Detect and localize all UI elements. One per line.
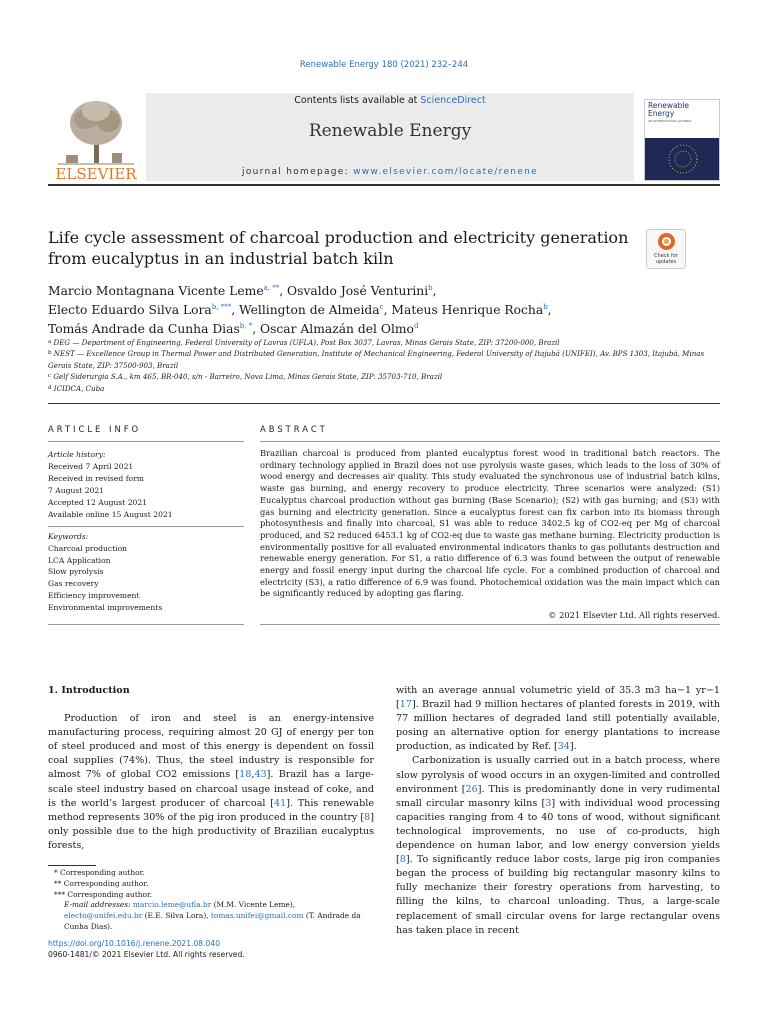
keyword: Slow pyrolysis	[48, 567, 104, 577]
history-item: Received in revised form	[48, 473, 144, 483]
info-rule	[48, 624, 244, 625]
affiliation: $^a$ DEG — Department of Engineering, Federal University of Lavras (UFLA), Post Box 3037, Lavras, Minas Gerais State, ZIP: 37200-000, Brazil	[48, 338, 560, 347]
author[interactable]: Mateus Henrique Rocha$^b$	[391, 303, 548, 317]
email-addresses: E-mail addresses: marcio.leme@ufla.br (M.M. Vicente Leme), electo@unifei.edu.br (E.E. Silva Lora), tomas.unifei@gmail.com (T. Andrade da Cunha Dias).	[64, 900, 361, 931]
paragraph	[48, 712, 374, 853]
history-item: Received 7 April 2021	[48, 461, 134, 471]
homepage-link[interactable]: www.elsevier.com/locate/renene	[353, 167, 538, 177]
journal-cover-thumbnail[interactable]	[644, 99, 720, 181]
citation-link[interactable]: 34	[557, 741, 570, 753]
citation-link[interactable]: 8	[399, 854, 406, 866]
check-for-updates-button[interactable]	[646, 229, 686, 269]
sciencedirect-link[interactable]: ScienceDirect	[420, 95, 486, 106]
section-heading: 1. Introduction	[48, 685, 130, 696]
affiliation: $^c$ Gelf Siderurgia S.A., km 465, BR-040, s/n - Barreiro, Nova Lima, Minas Gerais State, ZIP: 35703-710, Brazil	[48, 372, 443, 382]
homepage-prefix: journal homepage:	[242, 167, 354, 177]
info-rule	[48, 441, 244, 442]
elsevier-logo[interactable]	[48, 93, 144, 181]
text-run: ] with individual wood processing capacities ranging from 4 to 40 tons of wood, without significant technological improvements, no use of co-products, high dependence on human labor, and low energy conversion yields [	[396, 797, 720, 866]
text-run: Carbonization is usually carried out in a batch process, where slow pyrolysis of wood occurs in an oxygen-limited and controlled environment [	[396, 755, 720, 795]
paragraph	[396, 754, 720, 937]
abstract-text: Brazilian charcoal is produced from planted eucalyptus forest wood in traditional batch reactors. The ordinary technology applied in Brazil does not use pyrolysis waste gases, which leads to the loss of 30% of wood energy and decreases air quality. This study evaluated the synchronous use of industrial batch kilns, waste gas burning, and energy recovery to produce electricity. Three scenarios were analyzed: (S1) Eucalyptus charcoal production without gas burning (Base Scenario); (S2) with gas burning; and (S3) with gas burning and electricity generation. Since a eucalyptus forest can fix carbon into its biomass through photosynthesis and finally into charcoal, S1 was able to reduce 3402.5 kg of CO2-eq per Mg of charcoal produced, and S2 reduced 6453.1 kg of CO2-eq due to waste gas methane burning. Electricity production is environmentally positive for all evaluated environmental indicators thanks to gas pollutants destruction and renewable energy generation. For S1, a ratio difference of 6.3 was found between the output of renewable energy and fossil energy input during the charcoal life cycle. For a combined production of charcoal and electricity (S3), a ratio difference of 6.9 was found. Photochemical oxidation was the main impact which can be significantly reduced by adopting gas flaring.	[260, 448, 720, 599]
author[interactable]: Wellington de Almeida$^c$	[239, 303, 384, 317]
article-title: Life cycle assessment of charcoal production and electricity generation from eucalyptus in an industrial batch kiln	[48, 228, 629, 268]
footnotes	[48, 868, 374, 933]
text-run: ] only possible due to the high productivity of Brazilian eucalyptus forests,	[48, 811, 374, 851]
email-link[interactable]: marcio.leme@ufla.br	[132, 900, 212, 910]
abstract-copyright: © 2021 Elsevier Ltd. All rights reserved.	[548, 610, 720, 620]
text-run: ]. Brazil had 9 million hectares of planted forests in 2019, with 77 million hectares of degraded land still potentially available, posing an alternative option for energy plantations to increase production, as indicated by Ref. [	[396, 699, 720, 753]
journal-title-band	[146, 93, 634, 181]
paragraph	[396, 684, 720, 754]
article-history	[48, 449, 244, 520]
journal-header	[48, 93, 720, 181]
citation-link[interactable]: 17	[399, 699, 412, 711]
keywords-heading: Keywords:	[48, 532, 89, 541]
contents-prefix: Contents lists available at	[294, 95, 421, 106]
corresponding-author-note: * Corresponding author.	[54, 868, 145, 877]
body-column-left	[48, 684, 374, 853]
keyword: Efficiency improvement	[48, 590, 140, 600]
citation-link[interactable]: 18	[239, 769, 252, 781]
abstract-rule	[260, 441, 720, 442]
body-column-right	[396, 684, 720, 938]
section-rule	[48, 403, 720, 404]
info-rule	[48, 526, 244, 527]
homepage-line	[146, 167, 634, 177]
author[interactable]: Marcio Montagnana Vicente Leme$^{a, **}$	[48, 284, 280, 298]
check-updates-label: Check for updates	[654, 253, 678, 265]
abstract-heading: ABSTRACT	[260, 424, 328, 434]
text-run: ]. This is predominantly done in very rudimental small circular masonry kilns [	[396, 783, 720, 809]
text-run: Production of iron and steel is an energy-intensive manufacturing process, requiring almost 20 GJ of energy per ton of steel produced and most of this energy is dependent on fossil coal supplies (74%). Thus, the steel industry is responsible for almost 7% of global CO2 emissions [	[48, 713, 374, 781]
contents-line	[146, 95, 634, 106]
text-run: ,	[251, 769, 255, 781]
author[interactable]: Oscar Almazán del Olmo$^d$	[260, 322, 419, 336]
cover-artwork	[645, 138, 719, 180]
journal-citation-link[interactable]: Renewable Energy 180 (2021) 232–244	[299, 60, 469, 70]
check-updates-icon	[658, 233, 675, 250]
citation-link[interactable]: 3	[545, 797, 552, 809]
text-run: ]. To significantly reduce labor costs, large pig iron companies began the process of building big rectangular masonry kilns to fully mechanize their forestry operations from harvesting, to filling the kilns, to charcoal unloading. Thus, a large-scale replacement of small circular ovens for large rectangular ovens has taken place in recent	[396, 854, 720, 936]
affiliations	[48, 337, 720, 394]
author[interactable]: Tomás Andrade da Cunha Dias$^{b, *}$	[48, 322, 253, 336]
history-item: Accepted 12 August 2021	[48, 497, 148, 507]
footnote-rule	[48, 865, 96, 866]
history-item: 7 August 2021	[48, 485, 105, 495]
abstract-rule	[260, 624, 720, 625]
affiliation: $^b$ NEST — Excellence Group in Thermal Power and Distributed Generation, Institute of Mechanical Engineering, Federal University of Itajubá (UNIFEI), Av. BPS 1303, Itajubá, Minas Gerais State, ZIP: 37500-903, Brazil	[48, 349, 705, 370]
corresponding-author-note: *** Corresponding author.	[54, 889, 153, 899]
email-link[interactable]: electo@unifei.edu.br	[64, 911, 143, 921]
text-run: ]. This renewable method represents 30% of the pig iron produced in the country [	[48, 797, 374, 823]
citation-link[interactable]: 8	[364, 811, 371, 823]
keyword: Charcoal production	[48, 543, 128, 553]
text-run: with an average annual volumetric yield of 35.3 m3 ha−1 yr−1 [	[396, 685, 720, 711]
keyword: Environmental improvements	[48, 602, 163, 612]
cover-subtitle: AN INTERNATIONAL JOURNAL	[648, 118, 692, 123]
cover-title: Renewable Energy	[648, 101, 690, 119]
citation-link[interactable]: 43	[254, 769, 267, 781]
history-heading: Article history:	[48, 450, 106, 459]
keyword: Gas recovery	[48, 579, 99, 589]
email-link[interactable]: tomas.unifei@gmail.com	[210, 911, 304, 921]
elsevier-wordmark: ELSEVIER	[55, 165, 137, 181]
author-list: Marcio Montagnana Vicente Leme$^{a, **}$, Osvaldo José Venturini$^b$, Electo Eduardo Silva Lora$^{b, ***}$, Wellington de Almeida$^c$, Mateus Henrique Rocha$^b$, Tomás Andrade da Cunha Dias$^{b, *}$, Oscar Almazán del Olmo$^d$	[48, 284, 552, 336]
citation-link[interactable]: 41	[273, 797, 287, 809]
author[interactable]: Osvaldo José Venturini$^b$	[287, 284, 433, 298]
author[interactable]: Electo Eduardo Silva Lora$^{b, ***}$	[48, 303, 232, 317]
issn-copyright: 0960-1481/© 2021 Elsevier Ltd. All rights reserved.	[48, 950, 245, 959]
history-item: Available online 15 August 2021	[48, 509, 173, 519]
header-rule	[48, 184, 720, 186]
journal-name: Renewable Energy	[308, 121, 472, 141]
article-info-heading: ARTICLE INFO	[48, 424, 142, 434]
citation-link[interactable]: 26	[465, 783, 478, 795]
affiliation: $^d$ ICIDCA, Cuba	[48, 383, 105, 393]
text-run: ].	[569, 741, 577, 753]
doi-block	[48, 938, 245, 960]
text-run: ]. Brazil has a large-scale steel industry based on charcoal usage instead of coke, and is the world’s largest producer of charcoal [	[48, 769, 375, 809]
doi-link[interactable]: https://doi.org/10.1016/j.renene.2021.08.040	[48, 939, 221, 948]
keyword: LCA Application	[48, 555, 111, 565]
corresponding-author-note: ** Corresponding author.	[54, 878, 149, 888]
keywords	[48, 531, 244, 614]
